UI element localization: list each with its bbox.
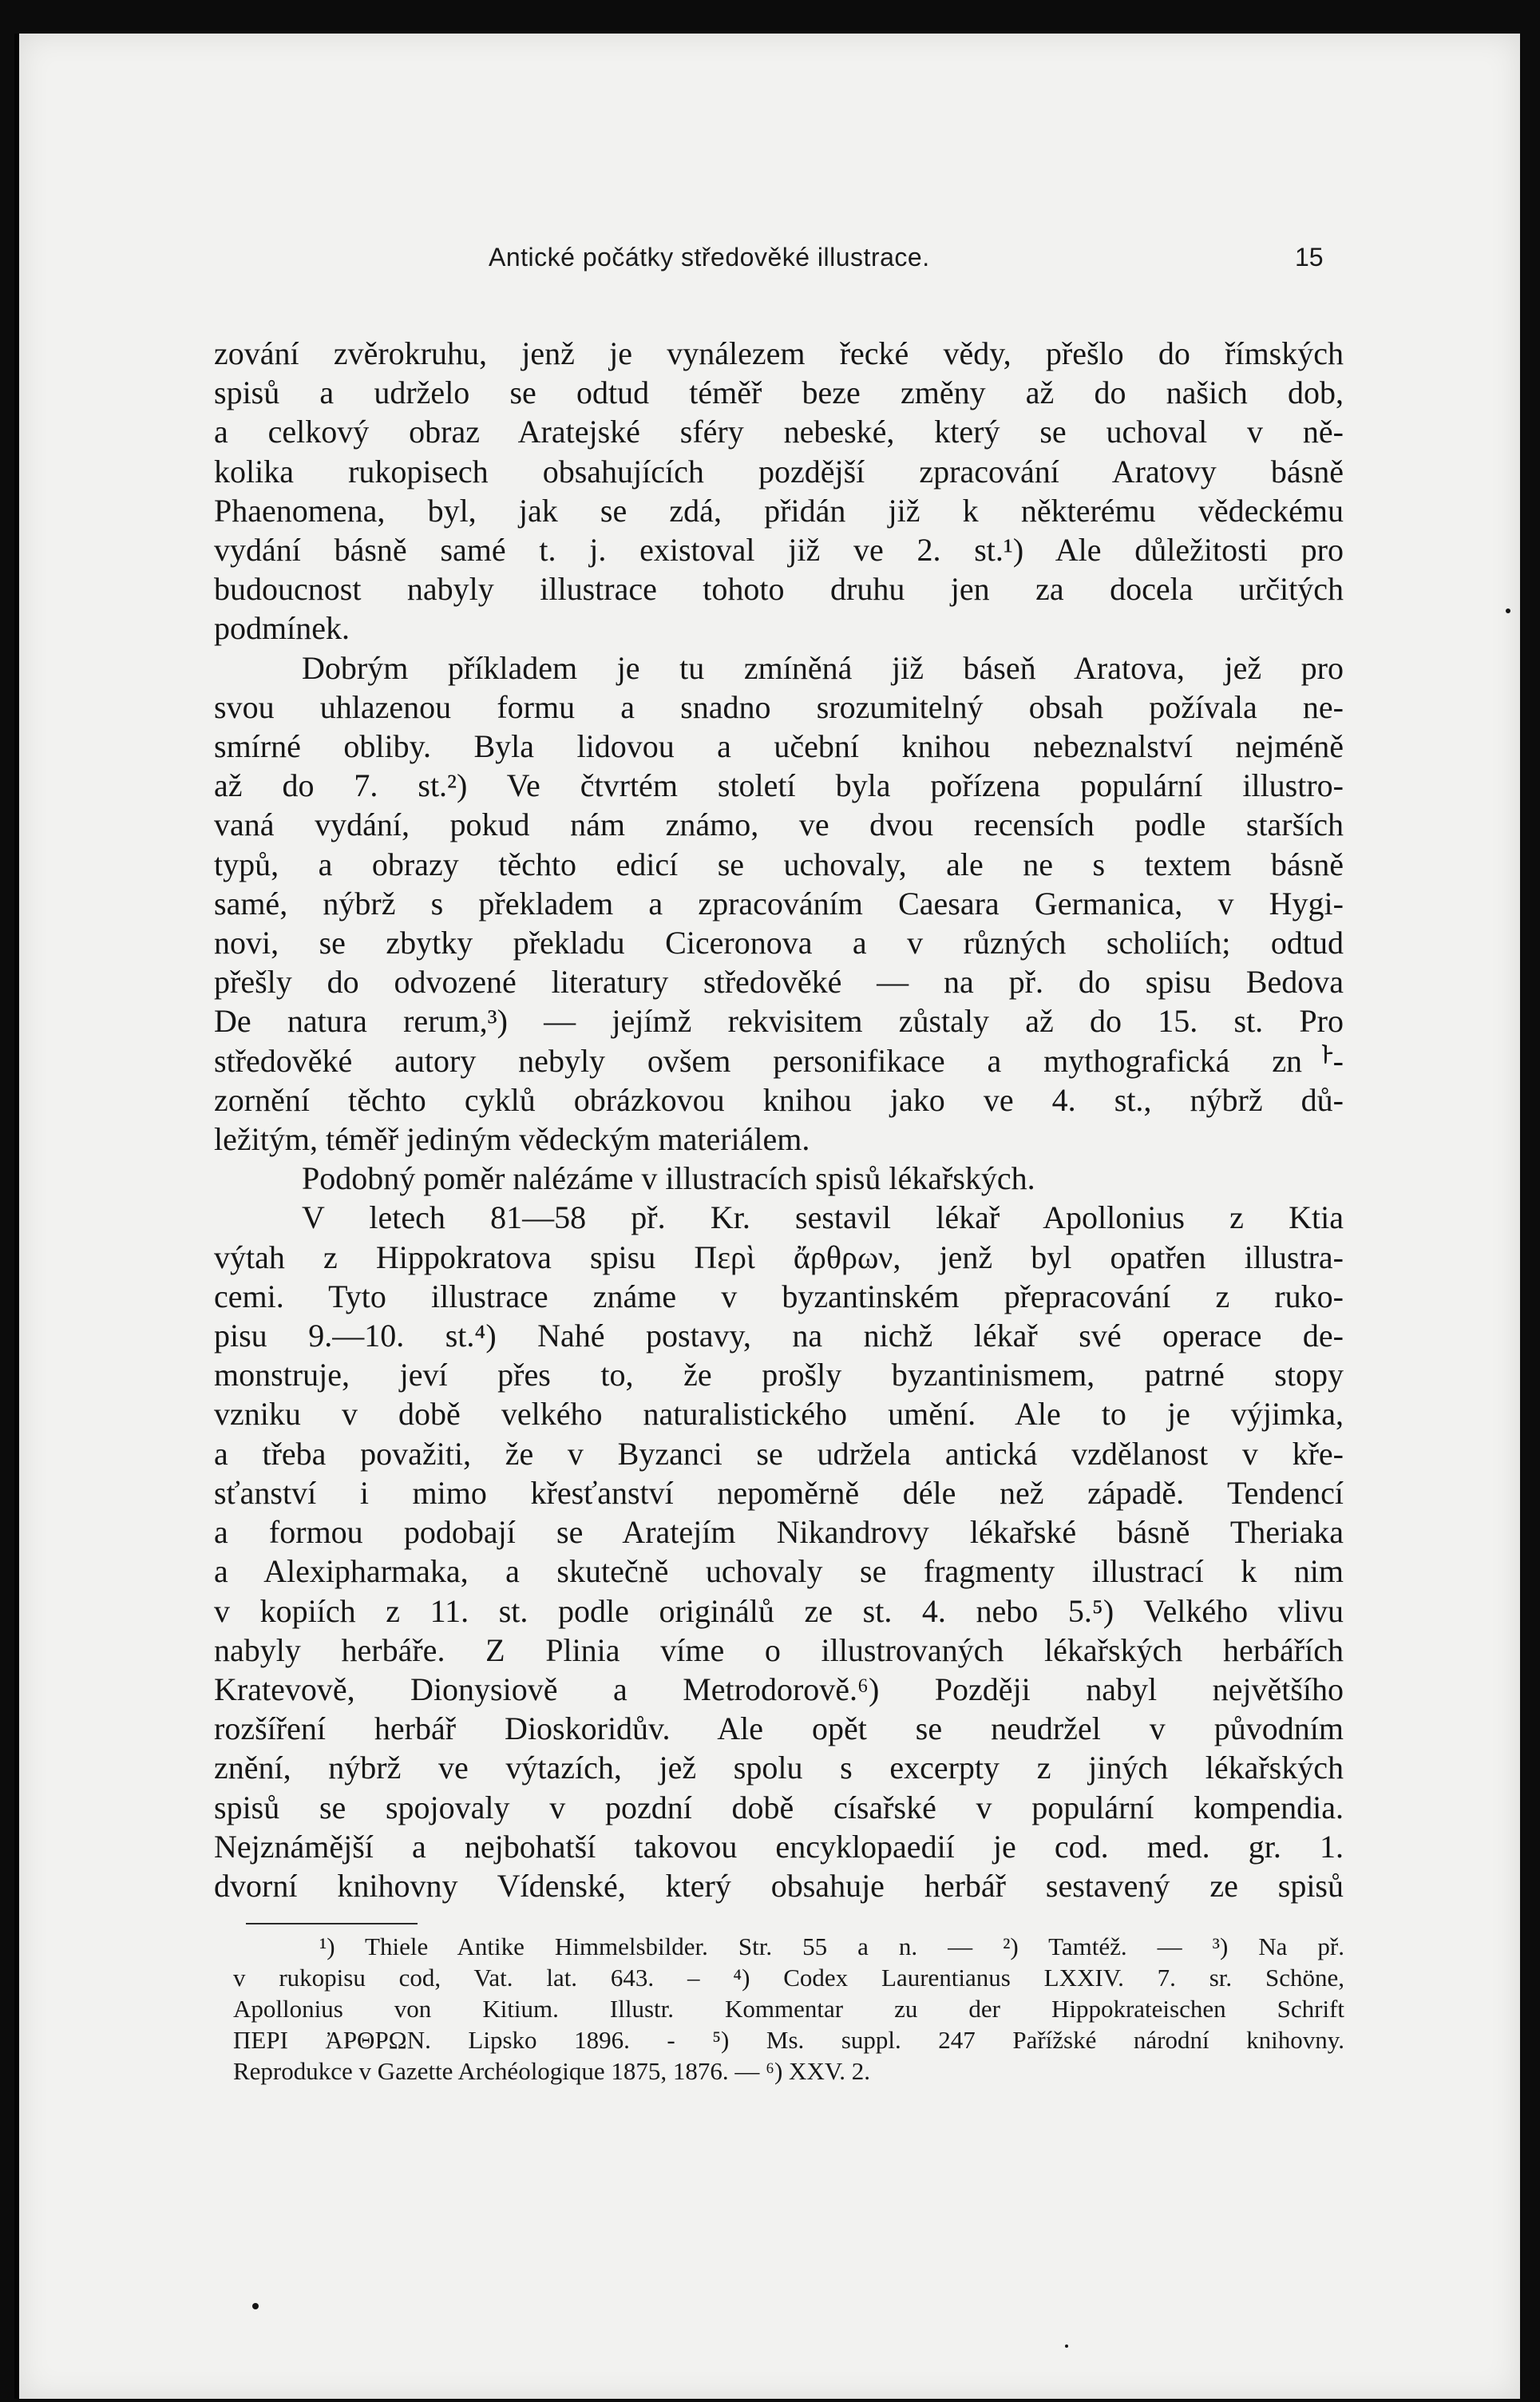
- text-line: spisů a udrželo se odtud téměř beze změny až do našich dob,: [214, 375, 1344, 411]
- footnote-line: Reprodukce v Gazette Archéologique 1875, 1876. — ⁶) XXV. 2.: [233, 2057, 870, 2085]
- body-text: [214, 334, 1344, 1905]
- text-line: typů, a obrazy těchto edicí se uchovaly, ale ne s textem básně: [214, 846, 1344, 882]
- text-line: výtah z Hippokratova spisu Περὶ ἄρθρων, jenž byl opatřen illustra-: [214, 1239, 1344, 1275]
- text-line: samé, nýbrž s překladem a zpracováním Caesara Germanica, v Hygi-: [214, 885, 1344, 922]
- text-line: a třeba považiti, že v Byzanci se udržela antická vzdělanost v kře-: [214, 1435, 1344, 1472]
- text-line: sťanství i mimo křesťanství nepoměrně déle než západě. Tendencí: [214, 1474, 1344, 1511]
- footnotes: [233, 1931, 1344, 2087]
- text-line: zování zvěrokruhu, jenž je vynálezem řecké vědy, přešlo do římských: [214, 335, 1344, 371]
- scanned-page: [14, 34, 1520, 2399]
- footnote-line: v rukopisu cod, Vat. lat. 643. – ⁴) Codex Laurentianus LXXIV. 7. sr. Schöne,: [233, 1964, 1344, 1992]
- text-line: v kopiích z 11. st. podle originálů ze st. 4. nebo 5.⁵) Velkého vlivu: [214, 1592, 1344, 1629]
- text-line: znění, nýbrž ve výtazích, jež spolu s excerpty z jiných lékařských: [214, 1750, 1344, 1786]
- page-header: [19, 243, 1520, 283]
- text-line: kolika rukopisech obsahujících pozdější zpracování Aratovy básně: [214, 453, 1344, 490]
- text-line: a celkový obraz Aratejské sféry nebeské, který se uchoval v ně-: [214, 414, 1344, 450]
- text-line: svou uhlazenou formu a snadno srozumitelný obsah požívala ne-: [214, 688, 1344, 725]
- text-line: V letech 81—58 př. Kr. sestavil lékař Apollonius z Ktia: [302, 1199, 1344, 1236]
- text-line: Phaenomena, byl, jak se zdá, přidán již k některému vědeckému: [214, 492, 1344, 529]
- text-line: vzniku v době velkého naturalistického umění. Ale to je výjimka,: [214, 1396, 1344, 1433]
- text-line: zornění těchto cyklů obrázkovou knihou jako ve 4. st., nýbrž dů-: [214, 1081, 1344, 1118]
- text-line: a formou podobají se Aratejím Nikandrovy lékařské básně Theriaka: [214, 1514, 1344, 1551]
- scan-speck: [252, 2303, 259, 2309]
- text-line: spisů se spojovaly v pozdní době císařské v populární kompendia.: [214, 1789, 1344, 1825]
- text-line: Nejznámější a nejbohatší takovou encyklopaedií je cod. med. gr. 1.: [214, 1828, 1344, 1865]
- scan-speck: [1065, 2345, 1068, 2348]
- text-line: dvorní knihovny Vídenské, který obsahuje herbář sestavený ze spisů: [214, 1867, 1344, 1904]
- footnote-line: ¹) Thiele Antike Himmelsbilder. Str. 55 a n. — ²) Tamtéž. — ³) Na př.: [319, 1932, 1344, 1960]
- text-line: budoucnost nabyly illustrace tohoto druhu jen za docela určitých: [214, 571, 1344, 608]
- running-title: Antické počátky středověké illustrace.: [489, 243, 930, 272]
- footnote-line: Apollonius von Kitium. Illustr. Kommentar zu der Hippokrateischen Schrift: [233, 1995, 1344, 2023]
- text-line: ležitým, téměř jediným vědeckým materiálem.: [214, 1121, 810, 1158]
- text-line: nabyly herbáře. Z Plinia víme o illustrovaných lékařských herbářích: [214, 1631, 1344, 1668]
- text-line: vaná vydání, pokud nám známo, ve dvou recensích podle starších: [214, 807, 1344, 843]
- text-line: cemi. Tyto illustrace známe v byzantinském přepracování z ruko-: [214, 1278, 1344, 1314]
- text-line: až do 7. st.²) Ve čtvrtém století byla pořízena populární illustro-: [214, 767, 1344, 804]
- text-line: Kratevově, Dionysiově a Metrodorově.⁶) Později nabyl největšího: [214, 1671, 1344, 1707]
- footnote-divider: [246, 1923, 418, 1924]
- text-line: pisu 9.—10. st.⁴) Nahé postavy, na nichž lékař své operace de-: [214, 1318, 1344, 1354]
- text-line: Dobrým příkladem je tu zmíněná již báseň Aratova, jež pro: [302, 649, 1344, 686]
- text-line: smírné obliby. Byla lidovou a učební knihou nebeznalství nejméně: [214, 728, 1344, 765]
- text-line: Podobný poměr nalézáme v illustracích spisů lékařských.: [302, 1160, 1035, 1197]
- footnote-line: ΠΕΡΙ ἈΡΘΡΩΝ. Lipsko 1896. - ⁵) Ms. suppl. 247 Pařížské národní knihovny.: [233, 2026, 1344, 2054]
- scan-speck: [1506, 608, 1510, 613]
- text-line: rozšíření herbář Dioskoridův. Ale opět se neudržel v původním: [214, 1710, 1344, 1747]
- text-line: a Alexipharmaka, a skutečně uchovaly se fragmenty illustrací k nim: [214, 1553, 1344, 1590]
- page-number: 15: [1295, 243, 1324, 272]
- text-line: podmínek.: [214, 610, 350, 647]
- text-line: vydání básně samé t. j. existoval již ve 2. st.¹) Ale důležitosti pro: [214, 532, 1344, 569]
- text-line: monstruje, jeví přes to, že prošly byzantinismem, patrné stopy: [214, 1357, 1344, 1393]
- text-line: středověké autory nebyly ovšem personifikace a mythografická znᅡ-: [214, 1042, 1344, 1079]
- text-line: přešly do odvozené literatury středověké — na př. do spisu Bedova: [214, 964, 1344, 1001]
- text-line: novi, se zbytky překladu Ciceronova a v různých scholiích; odtud: [214, 925, 1344, 961]
- text-line: De natura rerum,³) — jejímž rekvisitem zůstaly až do 15. st. Pro: [214, 1003, 1344, 1040]
